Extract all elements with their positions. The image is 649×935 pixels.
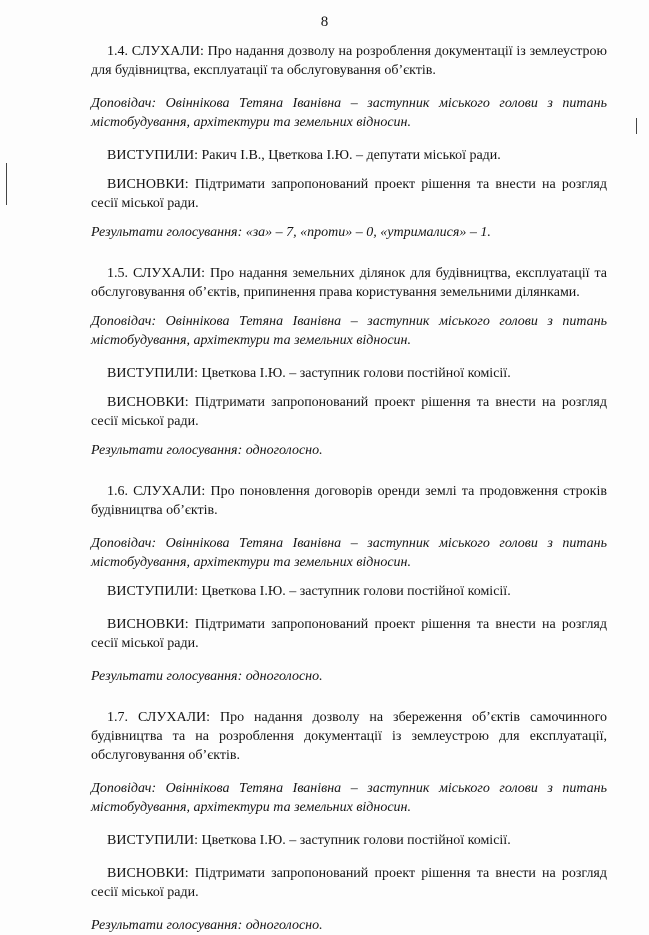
section-1-5: [91, 264, 607, 460]
margin-mark-right: [636, 118, 637, 134]
spoke-paragraph: ВИСТУПИЛИ: Ракич І.В., Цветкова І.Ю. – депутати міської ради.: [107, 148, 501, 163]
heard-paragraph: 1.6. СЛУХАЛИ: Про поновлення договорів оренди землі та продовження строків будівництва об’єктів.: [91, 484, 607, 518]
conclusions-paragraph: ВИСНОВКИ: Підтримати запропонований проект рішення та внести на розгляд сесії міської ради.: [91, 395, 607, 429]
heard-paragraph: 1.7. СЛУХАЛИ: Про надання дозволу на збереження об’єктів самочинного будівництва та на розроблення документації із землеустрою для експлуатації, обслуговування об’єктів.: [91, 710, 607, 763]
page-number: 8: [320, 14, 329, 30]
spoke-paragraph: ВИСТУПИЛИ: Цветкова І.Ю. – заступник голови постійної комісії.: [107, 584, 511, 599]
heard-paragraph: 1.4. СЛУХАЛИ: Про надання дозволу на розроблення документації із землеустрою для будівництва, експлуатації та обслуговування об’єктів.: [91, 44, 607, 78]
section-1-4: [91, 42, 607, 242]
vote-result: Результати голосування: одноголосно.: [91, 669, 323, 684]
heard-paragraph: 1.5. СЛУХАЛИ: Про надання земельних ділянок для будівництва, експлуатації та обслуговування об’єктів, припинення права користування земельними ділянками.: [91, 266, 607, 300]
speaker-paragraph: Доповідач: Овіннікова Тетяна Іванівна – заступник міського голови з питань містобудування, архітектури та земельних відносин.: [91, 781, 607, 815]
conclusions-paragraph: ВИСНОВКИ: Підтримати запропонований проект рішення та внести на розгляд сесії міської ради.: [91, 177, 607, 211]
speaker-paragraph: Доповідач: Овіннікова Тетяна Іванівна – заступник міського голови з питань містобудування, архітектури та земельних відносин.: [91, 96, 607, 130]
margin-mark-left: [6, 163, 7, 205]
spoke-paragraph: ВИСТУПИЛИ: Цветкова І.Ю. – заступник голови постійної комісії.: [107, 366, 511, 381]
section-1-7: [91, 708, 607, 935]
speaker-paragraph: Доповідач: Овіннікова Тетяна Іванівна – заступник міського голови з питань містобудування, архітектури та земельних відносин.: [91, 536, 607, 570]
section-1-6: [91, 482, 607, 686]
speaker-paragraph: Доповідач: Овіннікова Тетяна Іванівна – заступник міського голови з питань містобудування, архітектури та земельних відносин.: [91, 314, 607, 348]
vote-result: Результати голосування: одноголосно.: [91, 918, 323, 933]
vote-result: Результати голосування: одноголосно.: [91, 443, 323, 458]
conclusions-paragraph: ВИСНОВКИ: Підтримати запропонований проект рішення та внести на розгляд сесії міської ради.: [91, 866, 607, 900]
vote-result: Результати голосування: «за» – 7, «проти» – 0, «утрималися» – 1.: [91, 225, 491, 240]
conclusions-paragraph: ВИСНОВКИ: Підтримати запропонований проект рішення та внести на розгляд сесії міської ради.: [91, 617, 607, 651]
spoke-paragraph: ВИСТУПИЛИ: Цветкова І.Ю. – заступник голови постійної комісії.: [107, 833, 511, 848]
document-body: [91, 42, 607, 935]
